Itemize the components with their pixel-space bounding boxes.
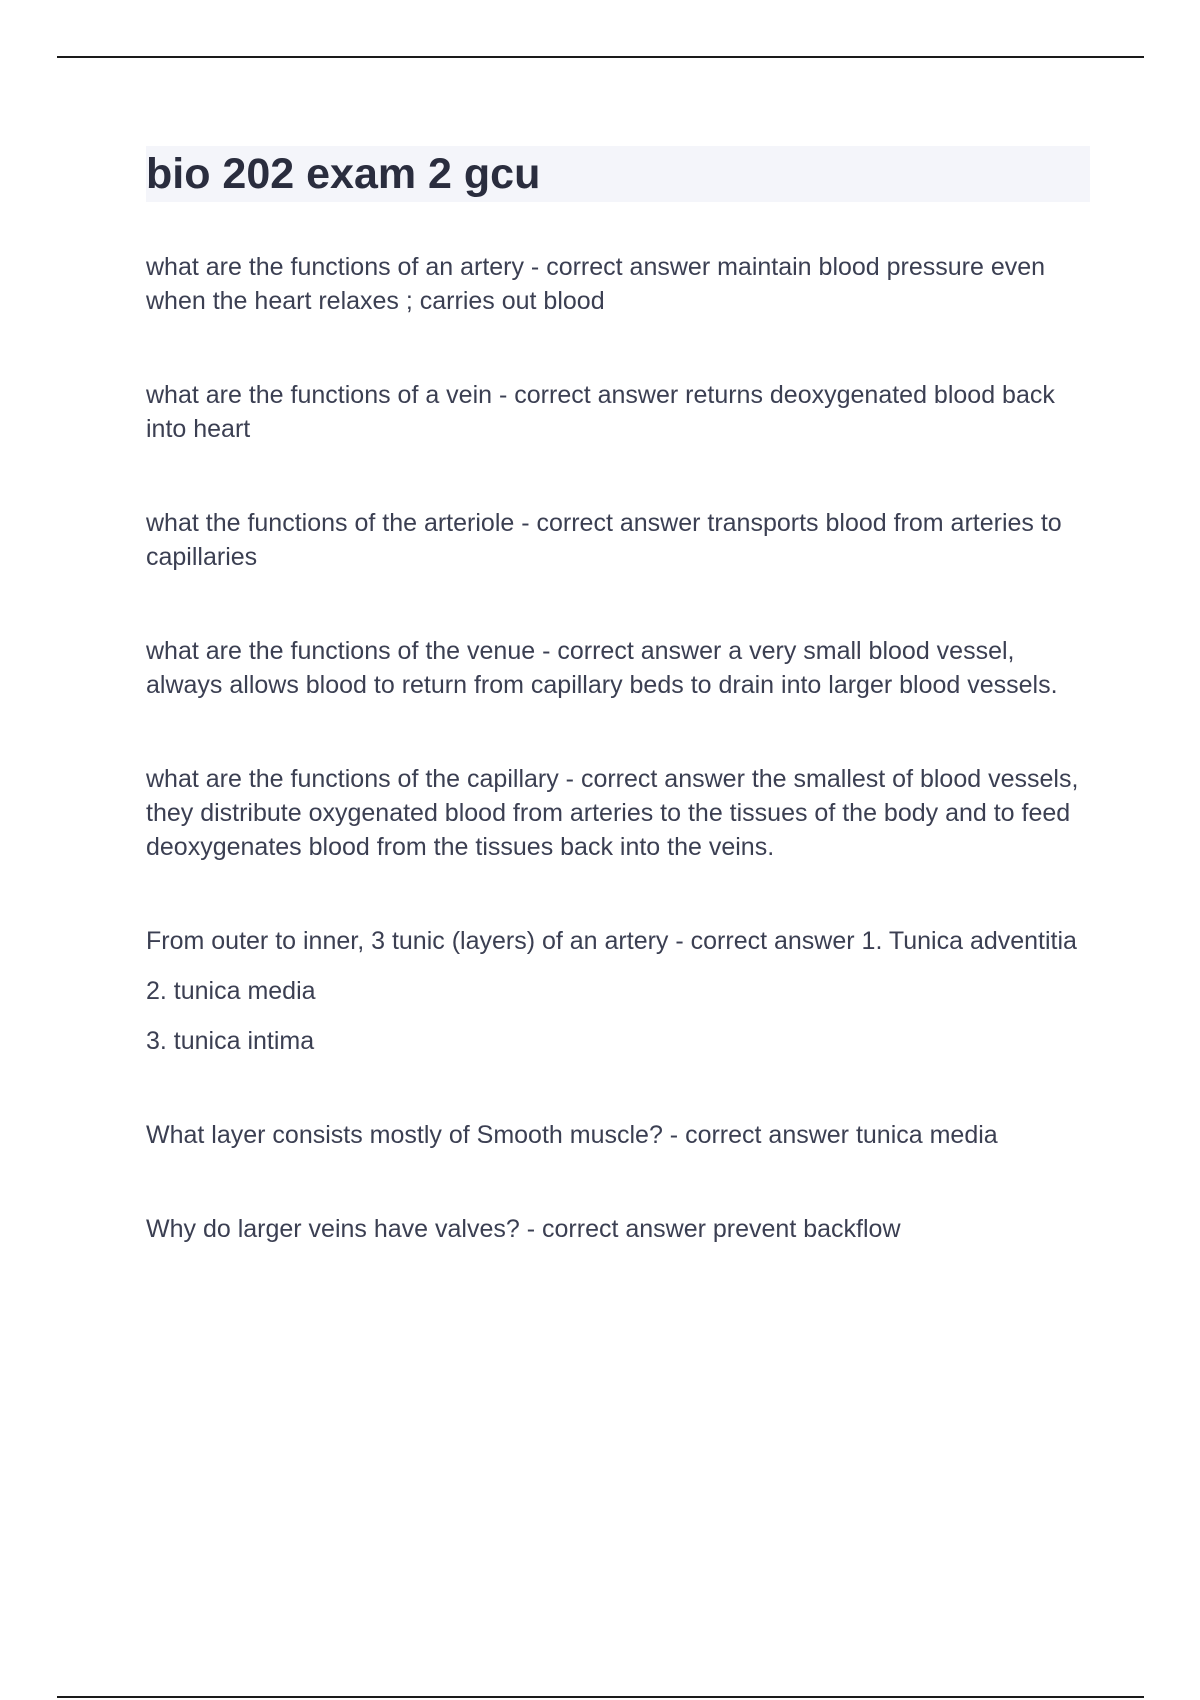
page-title: bio 202 exam 2 gcu (146, 149, 541, 198)
qa-text: Why do larger veins have valves? - correct answer prevent backflow (146, 1215, 901, 1243)
qa-text: what are the functions of the venue - correct answer a very small blood vessel, always allows blood to return from capillary beds to drain into larger blood vessels. (146, 637, 1058, 699)
qa-item (146, 762, 1090, 864)
bottom-rule (57, 1696, 1144, 1698)
qa-item (146, 634, 1090, 702)
qa-item (146, 1212, 1090, 1246)
qa-text: what are the functions of the capillary - correct answer the smallest of blood vessels, they distribute oxygenated blood from arteries to the tissues of the body and to feed deoxygenates blood from the tissues back into the veins. (146, 765, 1079, 861)
qa-item (146, 924, 1090, 1058)
qa-item (146, 378, 1090, 446)
qa-text: what are the functions of a vein - correct answer returns deoxygenated blood back into heart (146, 381, 1055, 443)
qa-text: what the functions of the arteriole - correct answer transports blood from arteries to capillaries (146, 509, 1062, 571)
qa-text: From outer to inner, 3 tunic (layers) of an artery - correct answer 1. Tunica adventitia (146, 927, 1077, 955)
qa-text: what are the functions of an artery - correct answer maintain blood pressure even when the heart relaxes ; carries out blood (146, 253, 1046, 315)
qa-item (146, 250, 1090, 318)
qa-continuation: 2. tunica media (146, 977, 316, 1005)
qa-item (146, 1118, 1090, 1152)
document-body (146, 146, 1090, 1306)
qa-item (146, 506, 1090, 574)
title-bar (146, 146, 1090, 202)
top-rule (57, 56, 1144, 58)
qa-text: What layer consists mostly of Smooth muscle? - correct answer tunica media (146, 1121, 998, 1149)
qa-continuation: 3. tunica intima (146, 1027, 315, 1055)
